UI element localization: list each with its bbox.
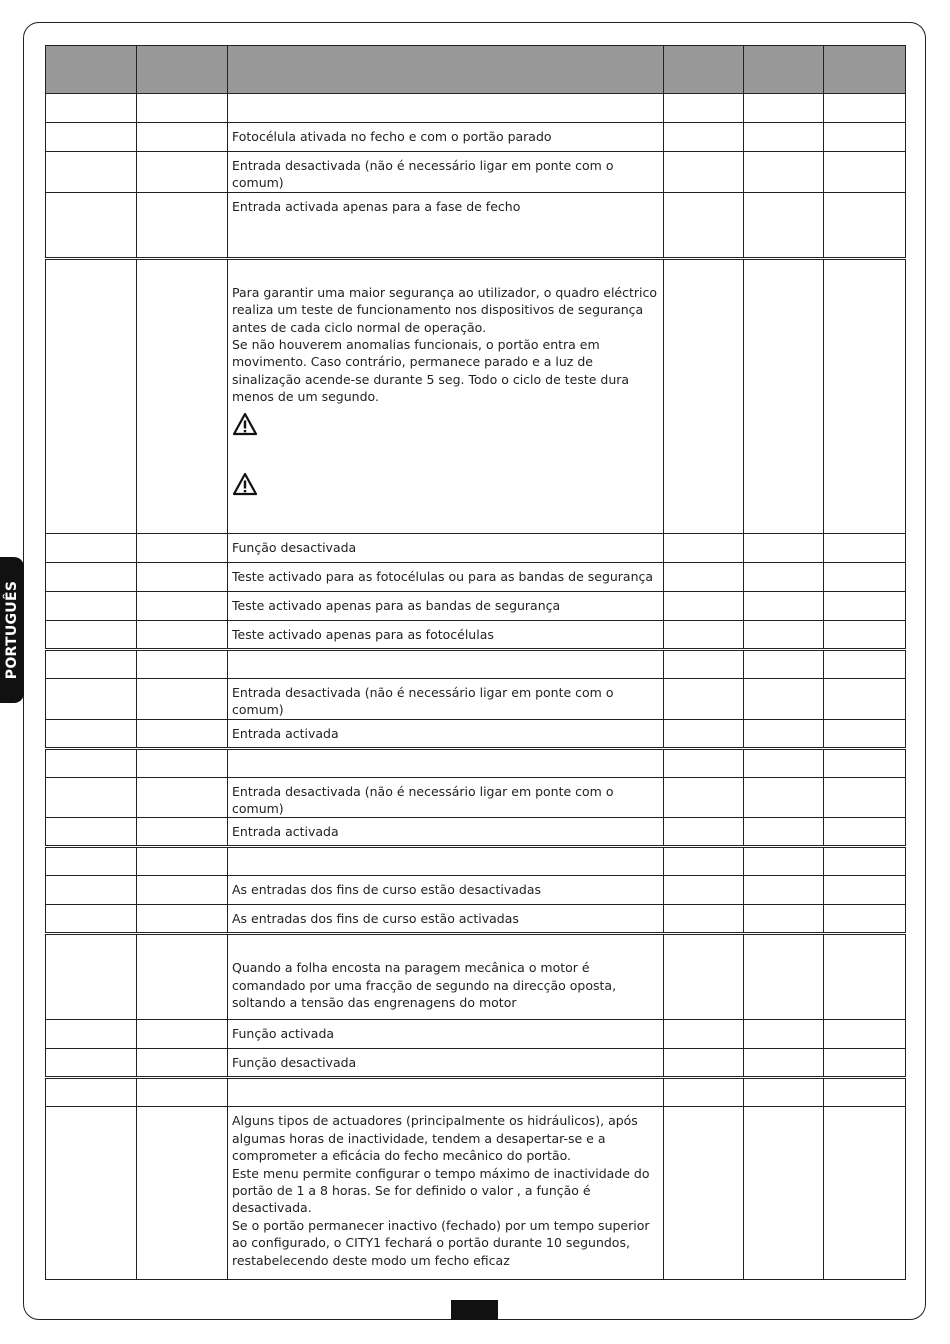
header-cell (228, 46, 664, 94)
row-text: Entrada desactivada (não é necessário ligar em ponte com o comum) (228, 777, 664, 818)
row-text: Alguns tipos de actuadores (principalmente os hidráulicos), após algumas horas de inactividade, tendem a desapertar-se e a comprometer a eficácia do fecho mecânico do portão. Este menu permite configurar o tempo máximo de inactividade do portão de 1 a 8 horas. Se for definido o valor , a função é desactivada. Se o portão permanecer inactivo (fechado) por um tempo superior ao configurado, o CITY1 fechará o portão durante 10 segundos, restabelecendo deste modo um fecho eficaz (228, 1107, 664, 1280)
table-row (46, 562, 906, 591)
row-text: Fotocélula ativada no fecho e com o portão parado (228, 123, 664, 152)
row-text: As entradas dos fins de curso estão desactivadas (228, 876, 664, 905)
row-text: Teste activado apenas para as fotocélulas (228, 620, 664, 649)
row-text: Entrada activada apenas para a fase de fecho (228, 192, 664, 258)
row-text: Quando a folha encosta na paragem mecânica o motor é comandado por uma fracção de segundo na direcção oposta, soltando a tensão das engrenagens do motor (228, 934, 664, 1020)
header-cell (46, 46, 137, 94)
table-row (46, 719, 906, 748)
row-text: Entrada activada (228, 719, 664, 748)
warning-triangle-icon (232, 412, 258, 436)
row-text: Função desactivada (228, 533, 664, 562)
row-text: Teste activado apenas para as bandas de segurança (228, 591, 664, 620)
table-row (46, 94, 906, 123)
table-header (46, 46, 906, 94)
table-row (46, 620, 906, 649)
table-row (46, 847, 906, 876)
header-cell (744, 46, 824, 94)
table-row (46, 1020, 906, 1049)
page-number-tab (451, 1300, 498, 1320)
row-text: Função activada (228, 1020, 664, 1049)
table-row (46, 591, 906, 620)
row-text: Teste activado para as fotocélulas ou para as bandas de segurança (228, 562, 664, 591)
table-row (46, 533, 906, 562)
row-text: Entrada activada (228, 818, 664, 847)
parameter-table (45, 45, 906, 1280)
table-row (46, 748, 906, 777)
table-row (46, 678, 906, 719)
table-row (46, 192, 906, 258)
row-text: Entrada desactivada (não é necessário ligar em ponte com o comum) (228, 678, 664, 719)
row-text: Entrada desactivada (não é necessário ligar em ponte com o comum) (228, 152, 664, 193)
test-description (228, 258, 664, 533)
language-label: PORTUGUÊS (4, 580, 20, 680)
table-row (46, 258, 906, 533)
row-text: As entradas dos fins de curso estão activadas (228, 905, 664, 934)
row-text: Função desactivada (228, 1049, 664, 1078)
table-row (46, 818, 906, 847)
warning-triangle-icon (232, 472, 258, 496)
table-row (46, 905, 906, 934)
table-row (46, 649, 906, 678)
table-row (46, 152, 906, 193)
table-row (46, 1049, 906, 1078)
row-text (228, 94, 664, 123)
table-row (46, 934, 906, 1020)
header-cell (137, 46, 228, 94)
table-row (46, 1107, 906, 1280)
table-row (46, 123, 906, 152)
table-row (46, 1078, 906, 1107)
table-row (46, 876, 906, 905)
header-cell (824, 46, 906, 94)
language-side-tab (0, 557, 24, 703)
table-row (46, 777, 906, 818)
header-cell (664, 46, 744, 94)
row-text: Para garantir uma maior segurança ao utilizador, o quadro eléctrico realiza um teste de funcionamento nos dispositivos de segurança antes de cada ciclo normal de operação. Se não houverem anomalias funcionais, o portão entra em movimento. Caso contrário, permanece parado e a luz de sinalização acende-se durante 5 seg. Todo o ciclo de teste dura menos de um segundo. (232, 284, 658, 405)
